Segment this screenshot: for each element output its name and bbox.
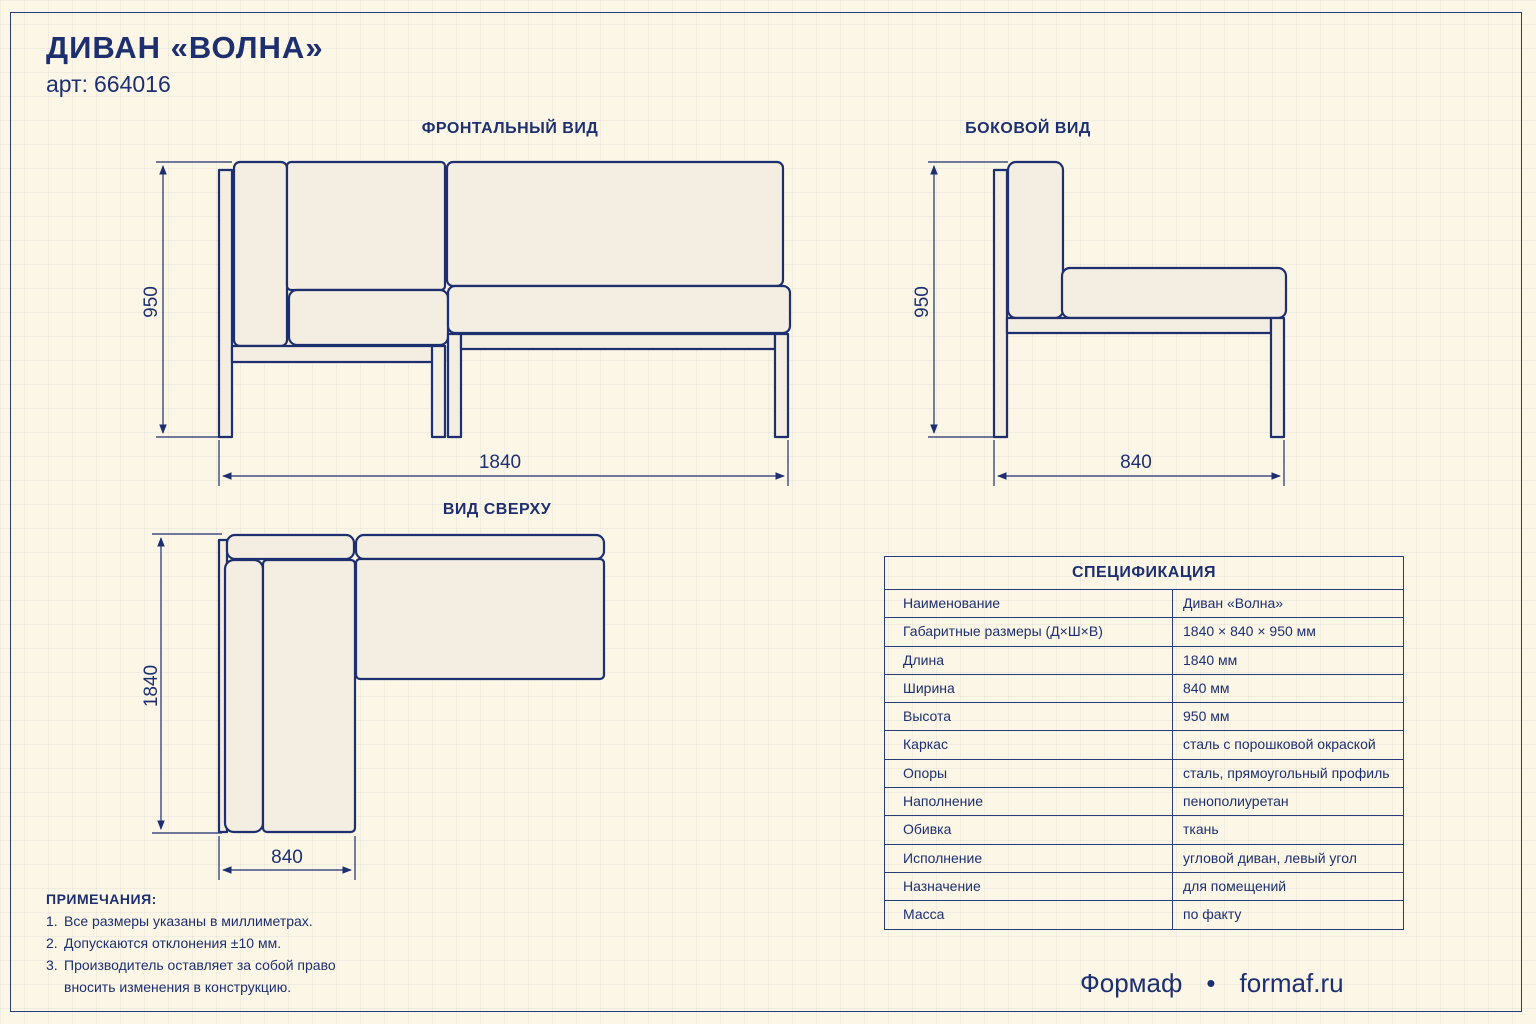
note-item bbox=[46, 910, 336, 932]
top-side-back-cushion bbox=[225, 560, 263, 832]
spec-key: Каркас bbox=[885, 731, 1173, 758]
spec-row bbox=[885, 618, 1403, 646]
spec-row bbox=[885, 873, 1403, 901]
spec-row bbox=[885, 590, 1403, 618]
side-seat-cushion bbox=[1062, 268, 1286, 318]
note-item bbox=[46, 932, 336, 954]
spec-value: 1840 мм bbox=[1183, 651, 1238, 668]
top-view-title: ВИД СВЕРХУ bbox=[442, 501, 552, 518]
page-title: ДИВАН «ВОЛНА» bbox=[46, 30, 324, 65]
spec-key: Длина bbox=[885, 647, 1173, 674]
front-left-rail bbox=[232, 346, 445, 362]
side-height-label: 950 bbox=[912, 286, 933, 318]
front-right-leg bbox=[775, 334, 788, 437]
side-view-title: БОКОВОЙ ВИД bbox=[965, 120, 1091, 137]
spec-key: Высота bbox=[885, 703, 1173, 730]
spec-key: Масса bbox=[885, 901, 1173, 928]
side-view bbox=[994, 162, 1286, 437]
spec-value: пенополиуретан bbox=[1183, 793, 1289, 810]
website-link[interactable]: formaf.ru bbox=[1239, 968, 1344, 998]
side-rail bbox=[1007, 318, 1271, 333]
top-right-seat bbox=[356, 559, 604, 679]
top-back-cushion-corner bbox=[227, 535, 354, 559]
front-left-seat-cushion bbox=[289, 290, 448, 345]
side-back-cushion bbox=[1008, 162, 1063, 318]
spec-row bbox=[885, 731, 1403, 759]
spec-value: сталь с порошковой окраской bbox=[1183, 736, 1376, 753]
spec-key: Наименование bbox=[885, 590, 1173, 617]
note-text: Все размеры указаны в миллиметрах. bbox=[64, 913, 313, 929]
side-front-leg bbox=[1271, 318, 1284, 437]
top-length-label: 1840 bbox=[141, 664, 162, 708]
top-width-label: 840 bbox=[271, 847, 303, 868]
spec-key: Габаритные размеры (Д×Ш×В) bbox=[885, 618, 1173, 645]
note-number: 1. bbox=[46, 913, 58, 929]
spec-value: угловой диван, левый угол bbox=[1183, 849, 1357, 866]
note-number: 2. bbox=[46, 935, 58, 951]
top-back-cushion-long bbox=[356, 535, 604, 559]
top-left-seat bbox=[263, 560, 355, 832]
note-number: 3. bbox=[46, 957, 58, 973]
spec-row bbox=[885, 816, 1403, 844]
note-item bbox=[46, 954, 336, 998]
spec-value: ткань bbox=[1183, 821, 1219, 838]
side-width-label: 840 bbox=[1120, 452, 1152, 473]
note-line: Производитель оставляет за собой право bbox=[64, 957, 336, 973]
footer-separator: • bbox=[1206, 968, 1216, 998]
article-value: 664016 bbox=[94, 71, 171, 97]
spec-row bbox=[885, 760, 1403, 788]
footer bbox=[1080, 968, 1344, 999]
spec-key: Обивка bbox=[885, 816, 1173, 843]
spec-row bbox=[885, 647, 1403, 675]
note-text: Допускаются отклонения ±10 мм. bbox=[64, 935, 282, 951]
spec-title: СПЕЦИФИКАЦИЯ bbox=[885, 557, 1403, 590]
front-left-back-cushion bbox=[234, 162, 287, 346]
spec-value: 840 мм bbox=[1183, 679, 1230, 696]
front-right-seat-cushion bbox=[448, 286, 790, 333]
note-text bbox=[64, 954, 336, 998]
front-middle-leg-a bbox=[432, 346, 445, 437]
front-middle-leg-b bbox=[448, 334, 461, 437]
spec-value: по факту bbox=[1183, 906, 1242, 923]
front-width-label: 1840 bbox=[478, 452, 522, 473]
front-left-backrest bbox=[287, 162, 445, 290]
spec-row bbox=[885, 703, 1403, 731]
note-line: вносить изменения в конструкцию. bbox=[64, 979, 292, 995]
spec-value: 1840 × 840 × 950 мм bbox=[1183, 623, 1316, 640]
spec-value: сталь, прямоугольный профиль bbox=[1183, 764, 1390, 781]
article-label: арт: bbox=[46, 71, 89, 97]
specification-table bbox=[884, 556, 1404, 930]
front-height-label: 950 bbox=[141, 286, 162, 318]
spec-value: для помещений bbox=[1183, 877, 1287, 894]
spec-key: Опоры bbox=[885, 760, 1173, 787]
spec-row bbox=[885, 901, 1403, 928]
spec-row bbox=[885, 788, 1403, 816]
brand-name: Формаф bbox=[1080, 968, 1183, 998]
spec-row bbox=[885, 845, 1403, 873]
front-right-backrest bbox=[447, 162, 783, 286]
spec-key: Ширина bbox=[885, 675, 1173, 702]
spec-value: 950 мм bbox=[1183, 708, 1230, 725]
notes-title: ПРИМЕЧАНИЯ: bbox=[46, 891, 157, 907]
front-view-title: ФРОНТАЛЬНЫЙ ВИД bbox=[421, 120, 599, 137]
front-right-rail bbox=[461, 334, 775, 349]
spec-key: Исполнение bbox=[885, 845, 1173, 872]
front-view bbox=[219, 162, 790, 437]
front-left-post bbox=[219, 170, 232, 437]
spec-key: Наполнение bbox=[885, 788, 1173, 815]
spec-key: Назначение bbox=[885, 873, 1173, 900]
side-post bbox=[994, 170, 1007, 437]
spec-value: Диван «Волна» bbox=[1183, 595, 1284, 611]
top-view bbox=[219, 535, 604, 832]
notes bbox=[46, 888, 336, 998]
spec-row bbox=[885, 675, 1403, 703]
